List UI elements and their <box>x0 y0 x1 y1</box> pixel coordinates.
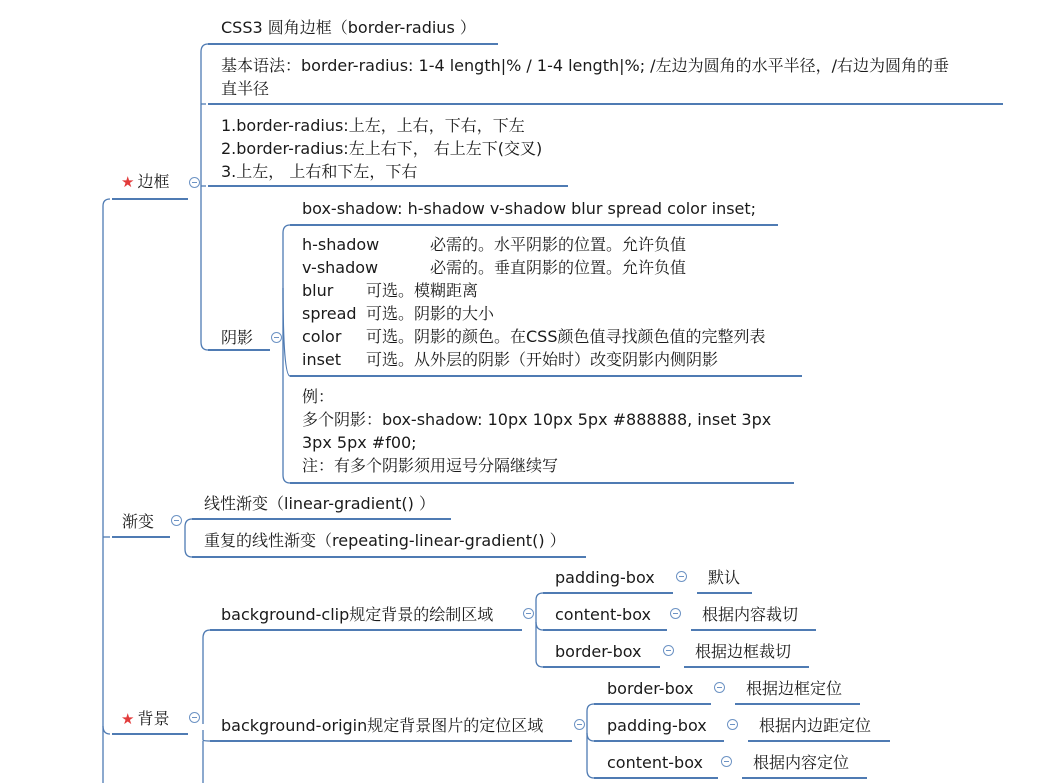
underline <box>543 629 667 631</box>
collapse-toggle-clip-content[interactable] <box>670 608 681 619</box>
param-row: color 可选。阴影的颜色。在CSS颜色值寻找颜色值的完整列表 <box>302 327 766 346</box>
param-row: v-shadow 必需的。垂直阴影的位置。允许负值 <box>302 258 687 277</box>
origin-item-name[interactable]: content-box <box>607 753 703 772</box>
param-row: blur 可选。模糊距离 <box>302 281 479 300</box>
param-row: h-shadow 必需的。水平阴影的位置。允许负值 <box>302 235 687 254</box>
order-line: 3.上左， 上右和下左，下右 <box>221 162 418 181</box>
collapse-toggle-border[interactable] <box>189 177 200 188</box>
underline <box>112 536 170 538</box>
underline <box>208 103 1003 105</box>
collapse-toggle-gradient[interactable] <box>171 515 182 526</box>
root-trunk <box>103 199 110 783</box>
border-branches <box>201 44 208 189</box>
topic-border-label: 边框 <box>137 172 170 191</box>
underline <box>112 733 188 735</box>
underline <box>208 349 270 351</box>
syntax-line: 直半径 <box>221 79 270 98</box>
collapse-toggle-origin-padding[interactable] <box>727 719 738 730</box>
order-line: 2.border-radius:左上右下， 右上左下(交叉) <box>221 139 543 158</box>
gradient-branches <box>185 519 192 530</box>
root-to-background <box>103 726 110 734</box>
topic-border[interactable] <box>121 170 169 194</box>
underline <box>290 224 778 226</box>
underline <box>735 703 860 705</box>
example-line: 注：有多个阴影须用逗号分隔继续写 <box>302 456 559 475</box>
collapse-toggle-clip-padding[interactable] <box>676 571 687 582</box>
topic-gradient[interactable]: 渐变 <box>122 512 155 531</box>
clip-item-name[interactable]: content-box <box>555 605 651 624</box>
underline <box>697 592 752 594</box>
clip-item-name[interactable]: padding-box <box>555 568 655 587</box>
underline <box>742 777 867 779</box>
param-row: spread 可选。阴影的大小 <box>302 304 495 323</box>
underline <box>684 666 809 668</box>
underline <box>594 777 718 779</box>
underline <box>208 43 498 45</box>
underline <box>594 703 711 705</box>
underline <box>543 592 673 594</box>
origin-item-desc[interactable]: 根据边框定位 <box>746 679 843 698</box>
example-line: 3px 5px #f00; <box>302 433 417 452</box>
border-radius-title[interactable]: CSS3 圆角边框（border-radius ） <box>221 18 476 37</box>
collapse-toggle-origin-border[interactable] <box>714 682 725 693</box>
origin-branches <box>587 704 594 733</box>
underline <box>192 556 586 558</box>
border-radius-order[interactable] <box>221 114 542 183</box>
underline <box>210 740 572 742</box>
order-line: 1.border-radius:上左，上右，下右，下左 <box>221 116 525 135</box>
collapse-toggle-shadow[interactable] <box>271 332 282 343</box>
clip-item-desc[interactable]: 默认 <box>708 568 741 587</box>
origin-item-desc[interactable]: 根据内边距定位 <box>759 716 872 735</box>
underline <box>691 629 816 631</box>
clip-item-name[interactable]: border-box <box>555 642 642 661</box>
param-row: inset 可选。从外层的阴影（开始时）改变阴影内侧阴影 <box>302 350 719 369</box>
collapse-toggle-background[interactable] <box>189 712 200 723</box>
shadow-syntax[interactable]: box-shadow: h-shadow v-shadow blur spread color inset; <box>302 199 757 218</box>
background-origin[interactable]: background-origin规定背景图片的定位区域 <box>221 716 544 735</box>
border-radius-syntax[interactable] <box>221 54 949 100</box>
collapse-toggle-origin[interactable] <box>574 719 585 730</box>
origin-item-name[interactable]: border-box <box>607 679 694 698</box>
gradient-linear[interactable]: 线性渐变（linear-gradient() ） <box>204 494 435 513</box>
example-line: 例： <box>302 387 335 406</box>
star-icon: ★ <box>121 710 135 728</box>
clip-item-desc[interactable]: 根据内容裁切 <box>702 605 799 624</box>
collapse-toggle-clip[interactable] <box>523 608 534 619</box>
collapse-toggle-origin-content[interactable] <box>721 756 732 767</box>
star-icon: ★ <box>121 173 135 191</box>
origin-item-name[interactable]: padding-box <box>607 716 707 735</box>
underline <box>210 629 522 631</box>
topic-background-label: 背景 <box>137 709 170 728</box>
shadow-example[interactable] <box>302 385 771 477</box>
topic-shadow[interactable]: 阴影 <box>221 328 254 347</box>
example-line: 多个阴影：box-shadow: 10px 10px 5px #888888, inset 3px <box>302 410 772 429</box>
background-branches <box>203 630 210 724</box>
underline <box>594 740 724 742</box>
clip-item-desc[interactable]: 根据边框裁切 <box>695 642 792 661</box>
collapse-toggle-clip-border[interactable] <box>663 645 674 656</box>
underline <box>192 518 451 520</box>
background-clip[interactable]: background-clip规定背景的绘制区域 <box>221 605 494 624</box>
clip-branches <box>536 593 543 622</box>
underline <box>290 375 802 377</box>
origin-item-desc[interactable]: 根据内容定位 <box>753 753 850 772</box>
underline <box>112 198 188 200</box>
gradient-repeating[interactable]: 重复的线性渐变（repeating-linear-gradient() ） <box>204 531 566 550</box>
syntax-line: 基本语法：border-radius: 1-4 length|% / 1-4 length|%; /左边为圆角的水平半径，/右边为圆角的垂 <box>221 56 949 75</box>
topic-background[interactable] <box>121 707 169 731</box>
underline <box>208 185 568 187</box>
underline <box>748 740 890 742</box>
underline <box>290 482 794 484</box>
underline <box>543 666 660 668</box>
